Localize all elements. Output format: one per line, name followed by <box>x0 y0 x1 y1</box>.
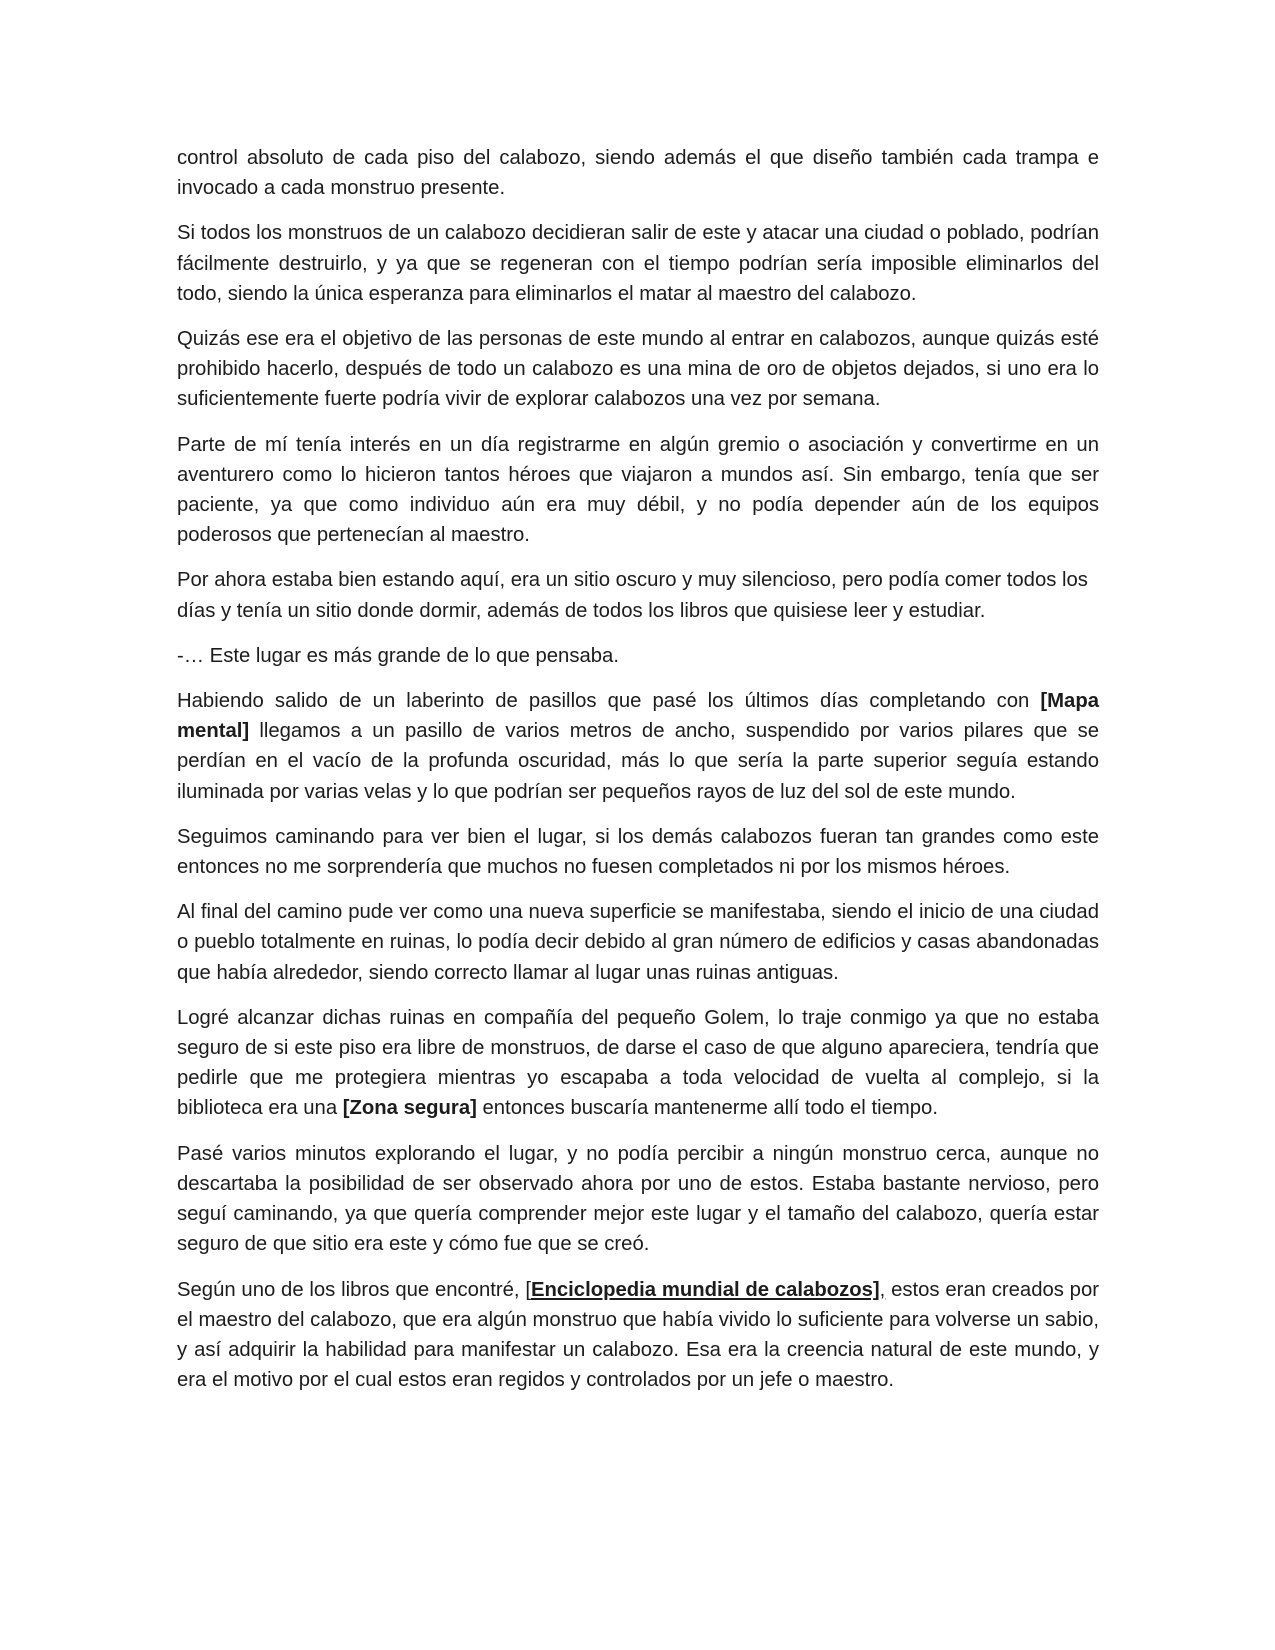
paragraph-5: Por ahora estaba bien estando aquí, era un sitio oscuro y muy silencioso, pero podía comer todos los días y tenía un sitio donde dormir, además de todos los libros que quisiese leer y estudiar. <box>177 569 1088 622</box>
paragraph-7-text-end: llegamos a un pasillo de varios metros de ancho, suspendido por varios pilares que se perdían en el vacío de la profunda oscuridad, más lo que sería la parte superior seguía estando iluminada por varias velas y lo que podrían ser pequeños rayos de luz del sol de este mundo. <box>177 720 1099 803</box>
paragraph-10-text-end: entonces buscaría mantenerme allí todo el tiempo. <box>476 1097 938 1120</box>
paragraph-1: control absoluto de cada piso del calabozo, siendo además el que diseño también cada trampa e invocado a cada monstruo presente. <box>177 147 1099 200</box>
paragraph-10 <box>177 1003 1099 1124</box>
paragraph-7-text-start: Habiendo salido de un laberinto de pasillos que pasé los últimos días completando con <box>177 690 1041 713</box>
book-title-enciclopedia: Enciclopedia mundial de calabozos] <box>530 1278 880 1301</box>
paragraph-6-dialogue: -… Este lugar es más grande de lo que pensaba. <box>177 644 619 667</box>
skill-name-mapa-mental: [Mapa mental] <box>177 690 1099 743</box>
skill-name-zona-segura: [Zona segura] <box>342 1097 477 1120</box>
paragraph-12 <box>177 1275 1099 1396</box>
paragraph-8: Seguimos caminando para ver bien el lugar, si los demás calabozos fueran tan grandes como este entonces no me sorprendería que muchos no fuesen completados ni por los mismos héroes. <box>177 825 1099 879</box>
paragraph-12-text-end: estos eran creados por el maestro del calabozo, que era algún monstruo que había vivido lo suficiente para volverse un sabio, y así adquirir la habilidad para manifestar un calabozo. Esa era la creencia natural de este mundo, y era el motivo por el cual estos eran regidos y controlados por un jefe o maestro. <box>177 1278 1099 1392</box>
paragraph-3: Quizás ese era el objetivo de las personas de este mundo al entrar en calabozos, aunque quizás esté prohibido hacerlo, después de todo un calabozo es una mina de oro de objetos dejados, si uno era lo suficientemente fuerte podría vivir de explorar calabozos una vez por semana. <box>177 328 1099 411</box>
paragraph-11: Pasé varios minutos explorando el lugar, y no podía percibir a ningún monstruo cerca, aunque no descartaba la posibilidad de ser observado ahora por uno de estos. Estaba bastante nervioso, pero seguí caminando, ya que quería comprender mejor este lugar y el tamaño del calabozo, quería estar seguro de que sitio era este y cómo fue que se creó. <box>177 1142 1099 1256</box>
paragraph-10-text-start: Logré alcanzar dichas ruinas en compañía del pequeño Golem, lo traje conmigo ya que no estaba seguro de si este piso era libre de monstruos, de darse el caso de que alguno apareciera, tendría que pedirle que me protegiera mientras yo escapaba a toda velocidad de vuelta al complejo, si la biblioteca era una <box>177 1006 1099 1120</box>
book-title-comma: , <box>879 1278 886 1301</box>
paragraph-7 <box>177 686 1099 807</box>
paragraph-4: Parte de mí tenía interés en un día registrarme en algún gremio o asociación y convertirme en un aventurero como lo hicieron tantos héroes que viajaron a mundos así. Sin embargo, tenía que ser paciente, ya que como individuo aún era muy débil, y no podía depender aún de los equipos poderosos que pertenecían al maestro. <box>177 433 1099 547</box>
paragraph-2: Si todos los monstruos de un calabozo decidieran salir de este y atacar una ciudad o poblado, podrían fácilmente destruirlo, y ya que se regeneran con el tiempo podrían sería imposible eliminarlos del todo, siendo la única esperanza para eliminarlos el matar al maestro del calabozo. <box>177 222 1099 305</box>
paragraph-9: Al final del camino pude ver como una nueva superficie se manifestaba, siendo el inicio de una ciudad o pueblo totalmente en ruinas, lo podía decir debido al gran número de edificios y casas abandonadas que había alrededor, siendo correcto llamar al lugar unas ruinas antiguas. <box>177 901 1099 984</box>
paragraph-12-text-start: Según uno de los libros que encontré, [ <box>177 1278 531 1301</box>
document-page <box>177 143 1099 1410</box>
